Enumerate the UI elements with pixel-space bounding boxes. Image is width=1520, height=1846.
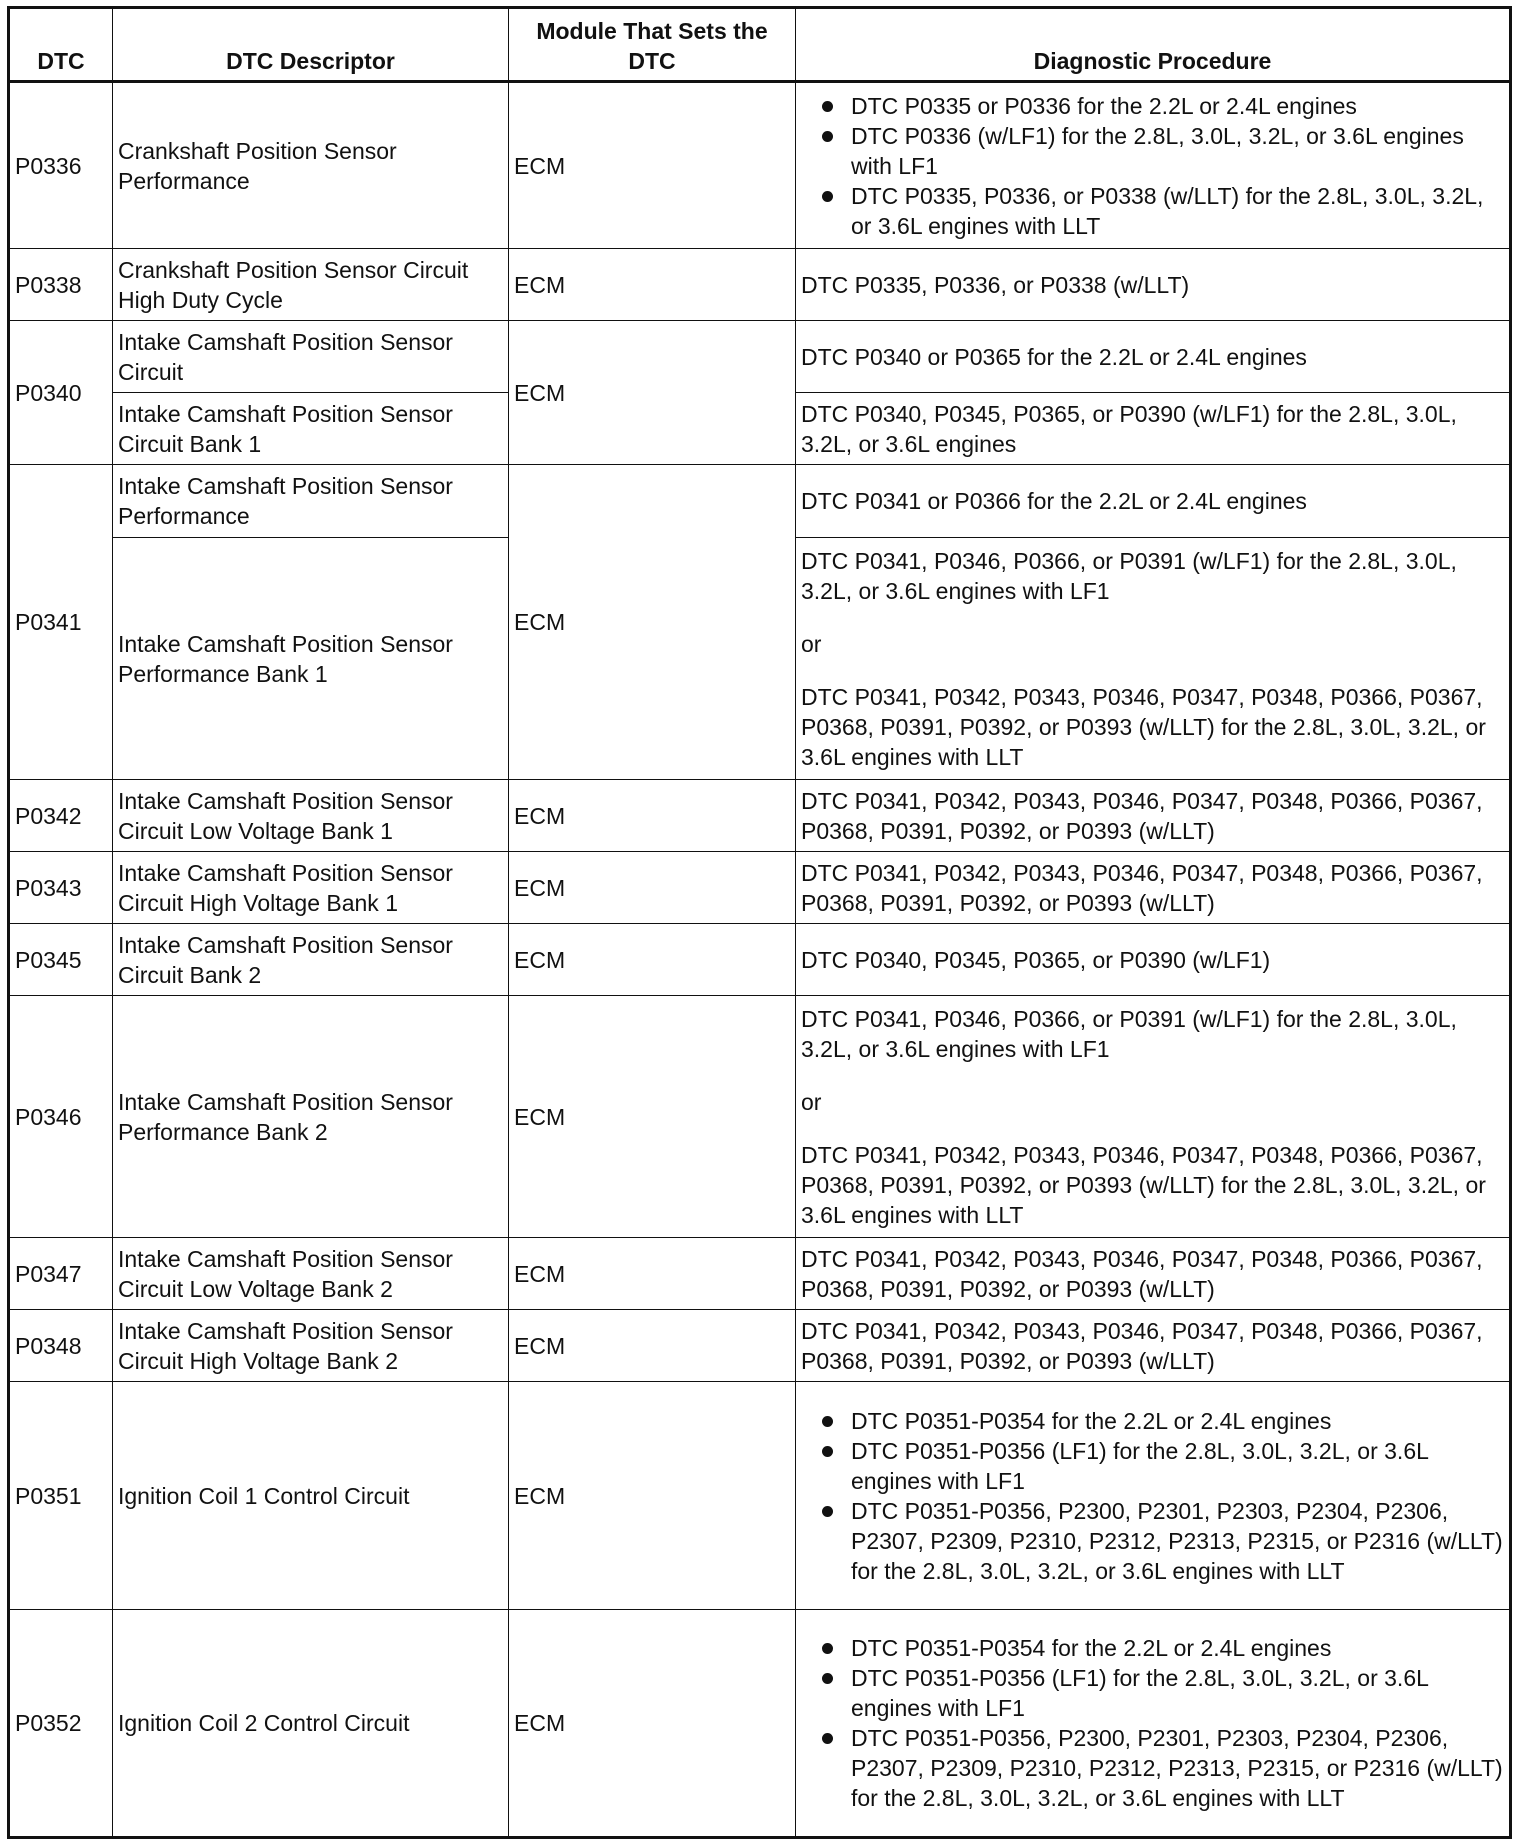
diagnostic-procedure: DTC P0340, P0345, P0365, or P0390 (w/LF1) xyxy=(796,924,1511,996)
module: ECM xyxy=(509,321,796,465)
dtc-code: P0345 xyxy=(9,924,113,996)
dtc-code: P0348 xyxy=(9,1310,113,1382)
table-row xyxy=(9,1310,1511,1382)
module: ECM xyxy=(509,1382,796,1610)
table-row xyxy=(9,465,1511,538)
dtc-descriptor: Intake Camshaft Position Sensor Performance Bank 2 xyxy=(113,996,509,1238)
dtc-descriptor: Ignition Coil 2 Control Circuit xyxy=(113,1610,509,1838)
dtc-code: P0338 xyxy=(9,249,113,321)
diagnostic-procedure xyxy=(796,82,1511,249)
table-row xyxy=(9,321,1511,393)
dtc-code: P0343 xyxy=(9,852,113,924)
dtc-code: P0351 xyxy=(9,1382,113,1610)
diagnostic-procedure xyxy=(796,996,1511,1238)
procedure-or: or xyxy=(801,630,822,657)
procedure-bullet: DTC P0351-P0356 (LF1) for the 2.8L, 3.0L, 3.2L, or 3.6L engines with LF1 xyxy=(801,1663,1504,1723)
procedure-bullet-list xyxy=(801,91,1504,241)
procedure-bullet: DTC P0335 or P0336 for the 2.2L or 2.4L engines xyxy=(801,91,1504,121)
procedure-bullet: DTC P0351-P0356, P2300, P2301, P2303, P2304, P2306, P2307, P2309, P2310, P2312, P2313, P2315, or P2316 (w/LLT) for the 2.8L, 3.0L, 3.2L, or 3.6L engines with LLT xyxy=(801,1723,1504,1813)
header-procedure: Diagnostic Procedure xyxy=(796,8,1511,82)
module: ECM xyxy=(509,1238,796,1310)
module: ECM xyxy=(509,780,796,852)
diagnostic-procedure: DTC P0341 or P0366 for the 2.2L or 2.4L engines xyxy=(796,465,1511,538)
diagnostic-procedure: DTC P0335, P0336, or P0338 (w/LLT) xyxy=(796,249,1511,321)
dtc-code: P0346 xyxy=(9,996,113,1238)
table-row xyxy=(9,249,1511,321)
dtc-descriptor: Ignition Coil 1 Control Circuit xyxy=(113,1382,509,1610)
table-row xyxy=(9,996,1511,1238)
table-row xyxy=(9,780,1511,852)
header-module: Module That Sets the DTC xyxy=(509,8,796,82)
table-row xyxy=(9,82,1511,249)
module: ECM xyxy=(509,1310,796,1382)
table-row xyxy=(9,1610,1511,1838)
dtc-descriptor: Intake Camshaft Position Sensor Performance Bank 1 xyxy=(113,538,509,780)
diagnostic-procedure: DTC P0340, P0345, P0365, or P0390 (w/LF1) for the 2.8L, 3.0L, 3.2L, or 3.6L engines xyxy=(796,393,1511,465)
module: ECM xyxy=(509,1610,796,1838)
dtc-code: P0341 xyxy=(9,465,113,780)
table-row xyxy=(9,1238,1511,1310)
dtc-descriptor: Crankshaft Position Sensor Performance xyxy=(113,82,509,249)
header-dtc: DTC xyxy=(9,8,113,82)
diagnostic-procedure: DTC P0341, P0342, P0343, P0346, P0347, P0348, P0366, P0367, P0368, P0391, P0392, or P0393 (w/LLT) xyxy=(796,852,1511,924)
dtc-descriptor: Intake Camshaft Position Sensor Performance xyxy=(113,465,509,538)
dtc-table xyxy=(7,6,1512,1839)
procedure-or: or xyxy=(801,1088,822,1115)
procedure-text: DTC P0341, P0346, P0366, or P0391 (w/LF1) for the 2.8L, 3.0L, 3.2L, or 3.6L engines with LF1 xyxy=(801,547,1457,604)
module: ECM xyxy=(509,249,796,321)
module: ECM xyxy=(509,924,796,996)
dtc-code: P0347 xyxy=(9,1238,113,1310)
dtc-descriptor: Intake Camshaft Position Sensor Circuit High Voltage Bank 1 xyxy=(113,852,509,924)
diagnostic-procedure: DTC P0341, P0342, P0343, P0346, P0347, P0348, P0366, P0367, P0368, P0391, P0392, or P0393 (w/LLT) xyxy=(796,1238,1511,1310)
procedure-bullet: DTC P0336 (w/LF1) for the 2.8L, 3.0L, 3.2L, or 3.6L engines with LF1 xyxy=(801,121,1504,181)
dtc-code: P0342 xyxy=(9,780,113,852)
dtc-descriptor: Intake Camshaft Position Sensor Circuit Low Voltage Bank 1 xyxy=(113,780,509,852)
table-row xyxy=(9,852,1511,924)
dtc-descriptor: Intake Camshaft Position Sensor Circuit Bank 1 xyxy=(113,393,509,465)
dtc-descriptor: Intake Camshaft Position Sensor Circuit High Voltage Bank 2 xyxy=(113,1310,509,1382)
table-row xyxy=(9,1382,1511,1610)
table-row xyxy=(9,924,1511,996)
diagnostic-procedure: DTC P0340 or P0365 for the 2.2L or 2.4L engines xyxy=(796,321,1511,393)
procedure-text: DTC P0341, P0342, P0343, P0346, P0347, P0348, P0366, P0367, P0368, P0391, P0392, or P0393 (w/LLT) for the 2.8L, 3.0L, 3.2L, or 3.6L engines with LLT xyxy=(801,683,1486,770)
procedure-bullet: DTC P0351-P0354 for the 2.2L or 2.4L engines xyxy=(801,1633,1504,1663)
diagnostic-procedure: DTC P0341, P0342, P0343, P0346, P0347, P0348, P0366, P0367, P0368, P0391, P0392, or P0393 (w/LLT) xyxy=(796,1310,1511,1382)
diagnostic-procedure xyxy=(796,1610,1511,1838)
header-row xyxy=(9,8,1511,82)
module: ECM xyxy=(509,996,796,1238)
dtc-descriptor: Crankshaft Position Sensor Circuit High Duty Cycle xyxy=(113,249,509,321)
dtc-code: P0336 xyxy=(9,82,113,249)
procedure-bullet: DTC P0351-P0356 (LF1) for the 2.8L, 3.0L, 3.2L, or 3.6L engines with LF1 xyxy=(801,1436,1504,1496)
diagnostic-procedure xyxy=(796,538,1511,780)
dtc-code: P0340 xyxy=(9,321,113,465)
procedure-bullet-list xyxy=(801,1406,1504,1586)
header-descriptor: DTC Descriptor xyxy=(113,8,509,82)
procedure-text: DTC P0341, P0342, P0343, P0346, P0347, P0348, P0366, P0367, P0368, P0391, P0392, or P0393 (w/LLT) for the 2.8L, 3.0L, 3.2L, or 3.6L engines with LLT xyxy=(801,1141,1486,1228)
procedure-bullet-list xyxy=(801,1633,1504,1813)
diagnostic-procedure: DTC P0341, P0342, P0343, P0346, P0347, P0348, P0366, P0367, P0368, P0391, P0392, or P0393 (w/LLT) xyxy=(796,780,1511,852)
module: ECM xyxy=(509,465,796,780)
diagnostic-procedure xyxy=(796,1382,1511,1610)
procedure-bullet: DTC P0335, P0336, or P0338 (w/LLT) for the 2.8L, 3.0L, 3.2L, or 3.6L engines with LLT xyxy=(801,181,1504,241)
dtc-descriptor: Intake Camshaft Position Sensor Circuit Bank 2 xyxy=(113,924,509,996)
module: ECM xyxy=(509,852,796,924)
dtc-code: P0352 xyxy=(9,1610,113,1838)
dtc-descriptor: Intake Camshaft Position Sensor Circuit Low Voltage Bank 2 xyxy=(113,1238,509,1310)
dtc-descriptor: Intake Camshaft Position Sensor Circuit xyxy=(113,321,509,393)
module: ECM xyxy=(509,82,796,249)
procedure-text: DTC P0341, P0346, P0366, or P0391 (w/LF1) for the 2.8L, 3.0L, 3.2L, or 3.6L engines with LF1 xyxy=(801,1005,1457,1062)
procedure-bullet: DTC P0351-P0356, P2300, P2301, P2303, P2304, P2306, P2307, P2309, P2310, P2312, P2313, P2315, or P2316 (w/LLT) for the 2.8L, 3.0L, 3.2L, or 3.6L engines with LLT xyxy=(801,1496,1504,1586)
procedure-bullet: DTC P0351-P0354 for the 2.2L or 2.4L engines xyxy=(801,1406,1504,1436)
